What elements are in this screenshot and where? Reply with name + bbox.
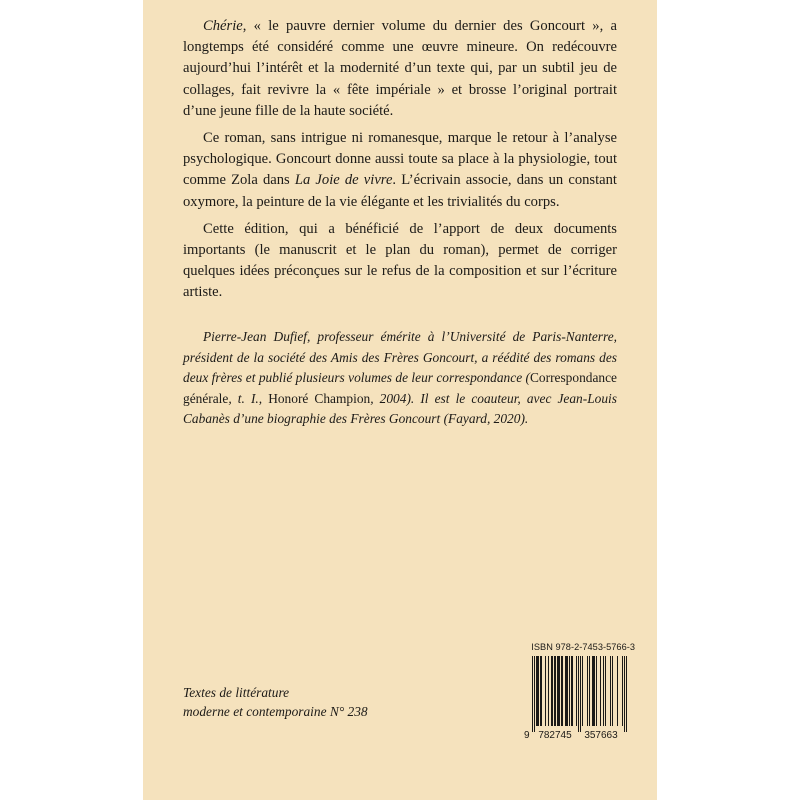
publisher-name: Honoré Champion xyxy=(268,390,371,406)
barcode-bar xyxy=(559,656,560,726)
barcode-bar xyxy=(589,656,590,726)
barcode-bar xyxy=(540,656,541,726)
blurb xyxy=(183,16,617,310)
barcode-bar xyxy=(626,656,627,732)
barcode-bar xyxy=(569,656,570,726)
barcode-bar xyxy=(567,656,568,726)
cited-work: Correspondance générale xyxy=(183,370,617,406)
isbn-barcode xyxy=(521,642,635,742)
barcode-bar xyxy=(548,656,549,726)
barcode-bar xyxy=(592,656,593,726)
barcode-bar xyxy=(552,656,553,726)
barcode-bar xyxy=(572,656,573,726)
barcode-bar xyxy=(566,656,567,726)
barcode-bar xyxy=(578,656,579,732)
barcode-left-digits: 782745 xyxy=(538,730,572,741)
barcode-bar xyxy=(558,656,559,726)
back-cover xyxy=(143,0,657,800)
barcode-bar xyxy=(612,656,613,726)
barcode-right-digits: 357663 xyxy=(584,730,618,741)
barcode-bar xyxy=(537,656,538,726)
book-title: Chérie xyxy=(203,18,243,34)
barcode-bar xyxy=(617,656,618,726)
barcode-bar xyxy=(582,656,583,726)
isbn-label: ISBN 978-2-7453-5766-3 xyxy=(531,642,635,652)
barcode-bar xyxy=(532,656,533,732)
barcode-bar xyxy=(571,656,572,726)
barcode-bar xyxy=(580,656,581,732)
barcode-bar xyxy=(587,656,588,726)
barcode-bar xyxy=(545,656,546,726)
barcode-bar xyxy=(536,656,537,726)
barcode-bar xyxy=(554,656,555,726)
barcode-bar xyxy=(551,656,552,726)
blurb-paragraph-3: Cette édition, qui a bénéficié de l’apport de deux documents importants (le manuscrit et le plan du roman), permet de corriger quelques idées préconçues sur le refus de la composition et sur l’écriture artiste. xyxy=(183,220,617,301)
barcode-bar xyxy=(534,656,535,732)
author-bio-paragraph: Pierre-Jean Dufief, professeur émérite à l’Université de Paris-Nanterre, président de la société des Amis des Frères Goncourt, a réédité des romans des deux frères et publié plusieurs volumes de leur correspondance (Correspondance générale, t. I., Honoré Champion, 2004). Il est le coauteur, avec Jean-Louis Cabanès d’une biographie des Frères Goncourt (Fayard, 2020). xyxy=(183,329,617,427)
barcode-bar xyxy=(596,656,597,726)
barcode-bar xyxy=(605,656,606,726)
author-bio xyxy=(183,327,617,430)
barcode-bars xyxy=(532,656,627,732)
blurb-paragraph-2: Ce roman, sans intrigue ni romanesque, marque le retour à l’analyse psychologique. Goncourt donne aussi toute sa place à la physiologie, tout comme Zola dans La Joie de vivre. L’écrivain associe, dans un constant oxymore, la peinture de la vie élégante et les trivialités du corps. xyxy=(183,130,617,210)
series-info xyxy=(183,683,368,721)
barcode-bar xyxy=(557,656,558,726)
barcode-first-digit: 9 xyxy=(524,730,530,741)
barcode-bar xyxy=(561,656,562,726)
barcode-bar xyxy=(610,656,611,726)
barcode-bar xyxy=(555,656,556,726)
barcode-bar xyxy=(622,656,623,726)
barcode-bar xyxy=(576,656,577,726)
barcode-bar xyxy=(565,656,566,726)
blurb-paragraph-1: Chérie, « le pauvre dernier volume du dernier des Goncourt », a longtemps été considéré comme une œuvre mineure. On redécouvre aujourd’hui l’intérêt et la modernité d’un texte qui, par un subtil jeu de collages, fait revivre la « fête impériale » et brosse l’original portrait d’une jeune fille de la haute société. xyxy=(183,18,617,119)
series-line-2: moderne et contemporaine N° 238 xyxy=(183,704,368,719)
barcode-bar xyxy=(600,656,601,726)
barcode-bar xyxy=(594,656,595,726)
barcode-bar xyxy=(562,656,563,726)
barcode-bar xyxy=(624,656,625,732)
barcode-bar xyxy=(538,656,539,726)
barcode-bar xyxy=(593,656,594,726)
barcode-bar xyxy=(603,656,604,726)
barcode-graphic xyxy=(521,656,635,742)
cited-work: La Joie de vivre xyxy=(294,172,393,189)
series-line-1: Textes de littérature xyxy=(183,685,290,700)
barcode-bar xyxy=(541,656,542,726)
